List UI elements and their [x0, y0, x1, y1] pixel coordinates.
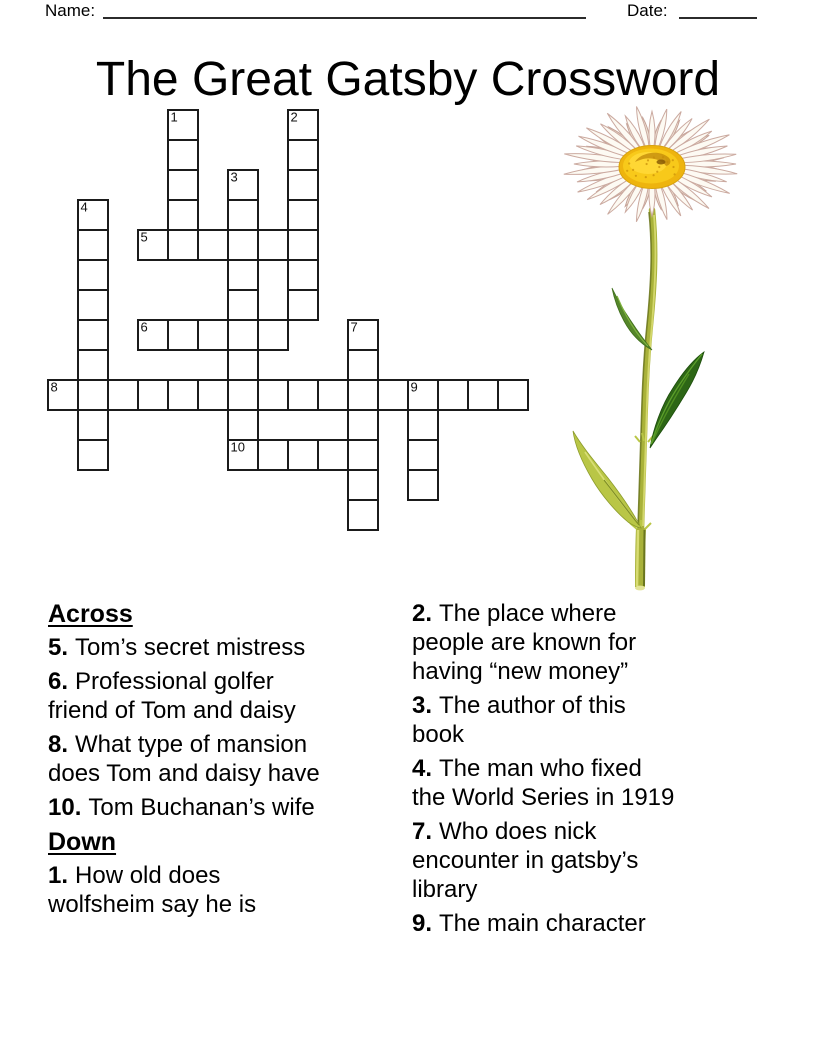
grid-cell: [288, 200, 318, 230]
grid-cell: [288, 380, 318, 410]
disc-speckle: [653, 174, 655, 176]
clue-down-4: 4. The man who fixed the World Series in 1919: [412, 755, 675, 811]
grid-number: 4: [80, 199, 88, 215]
grid-cell: [138, 380, 168, 410]
disc-speckle: [647, 159, 649, 161]
clues-left-column: [48, 599, 328, 924]
date-label: Date:: [627, 1, 668, 20]
grid-cell: [318, 380, 348, 410]
grid-number: 5: [140, 229, 148, 245]
grid-cell: [288, 290, 318, 320]
grid-cell: [348, 500, 378, 530]
clue-across-6: 6. Professional golfer friend of Tom and daisy: [48, 668, 296, 724]
disc-speckle: [662, 156, 664, 158]
grid-number: 6: [140, 319, 148, 335]
grid-cell: [198, 380, 228, 410]
grid-cell: [78, 380, 108, 410]
grid-cell: [228, 380, 258, 410]
clue-across-5: 5. Tom’s secret mistress: [48, 634, 306, 661]
down-heading: Down: [48, 828, 117, 856]
clues-right-column: [412, 599, 678, 943]
grid-number: 10: [230, 439, 245, 455]
clue-down-9: 9. The main character: [412, 910, 646, 937]
grid-number: 8: [50, 379, 58, 395]
disc-speckle: [635, 175, 637, 177]
grid-cell: [168, 320, 198, 350]
grid-cell: [288, 260, 318, 290]
grid-cell: [348, 440, 378, 470]
date-blank-line: [679, 2, 757, 19]
grid-cell: [168, 380, 198, 410]
grid-cell: [228, 410, 258, 440]
grid-cell: [348, 350, 378, 380]
grid-number: 3: [230, 169, 238, 185]
disc-speckle: [674, 173, 676, 175]
disc-speckle: [626, 170, 628, 172]
clue-across-10: 10. Tom Buchanan’s wife: [48, 794, 315, 821]
clue-down-3: 3. The author of this book: [412, 692, 626, 748]
clue-across-8: 8. What type of mansion does Tom and daisy have: [48, 731, 320, 787]
clue-down-2: 2. The place where people are known for having “new money”: [412, 600, 637, 685]
grid-cell: [168, 200, 198, 230]
daisy-center-disc: [619, 146, 685, 189]
disc-speckle: [628, 162, 630, 164]
grid-cell: [288, 140, 318, 170]
grid-cell: [258, 230, 288, 260]
daisy-leaf-light: [573, 431, 641, 528]
grid-cell: [318, 440, 348, 470]
grid-cell: [438, 380, 468, 410]
grid-cell: [288, 170, 318, 200]
grid-cell: [78, 230, 108, 260]
grid-cell: [378, 380, 408, 410]
page-title: The Great Gatsby Crossword: [95, 53, 721, 106]
grid-cell: [498, 380, 528, 410]
disc-speckle: [632, 169, 634, 171]
grid-cell: [78, 410, 108, 440]
grid-cell: [348, 380, 378, 410]
grid-cell: [228, 230, 258, 260]
grid-cell: [228, 200, 258, 230]
disc-speckle: [653, 156, 655, 158]
grid-cell: [408, 410, 438, 440]
daisy-leaf-dark: [650, 352, 704, 448]
grid-cell: [168, 140, 198, 170]
grid-cell: [78, 350, 108, 380]
grid-cell: [78, 320, 108, 350]
grid-cell: [78, 290, 108, 320]
grid-number: 9: [410, 379, 418, 395]
grid-cell: [228, 350, 258, 380]
grid-cell: [168, 230, 198, 260]
disc-speckle: [658, 166, 660, 168]
disc-speckle: [666, 161, 668, 163]
name-label: Name:: [45, 1, 96, 20]
grid-cell: [288, 230, 318, 260]
grid-cell: [168, 170, 198, 200]
grid-cell: [108, 380, 138, 410]
disc-speckle: [656, 171, 658, 173]
grid-cell: [198, 230, 228, 260]
grid-cell: [408, 440, 438, 470]
grid-cell: [78, 440, 108, 470]
disc-speckle: [645, 176, 647, 178]
crossword-grid: [46, 108, 530, 532]
daisy-illustration: [540, 100, 785, 600]
clue-down-7: 7. Who does nick encounter in gatsby’s library: [412, 818, 639, 903]
grid-cell: [258, 440, 288, 470]
grid-cell: [348, 410, 378, 440]
grid-number: 2: [290, 109, 298, 125]
grid-cell: [198, 320, 228, 350]
grid-cell: [468, 380, 498, 410]
grid-cell: [228, 320, 258, 350]
grid-cell: [228, 260, 258, 290]
grid-cell: [348, 470, 378, 500]
grid-cell: [258, 380, 288, 410]
grid-cell: [258, 320, 288, 350]
grid-cell: [228, 290, 258, 320]
grid-cell: [288, 440, 318, 470]
grid-number: 7: [350, 319, 358, 335]
clue-down-1: 1. How old does wolfsheim say he is: [48, 862, 257, 918]
name-blank-line: [103, 2, 586, 19]
across-heading: Across: [48, 600, 133, 628]
disc-speckle: [646, 163, 648, 165]
grid-cell: [78, 260, 108, 290]
grid-number: 1: [170, 109, 178, 125]
disc-speckle: [672, 159, 674, 161]
disc-speckle: [672, 166, 674, 168]
daisy-stem: [630, 210, 655, 590]
grid-cell: [408, 470, 438, 500]
